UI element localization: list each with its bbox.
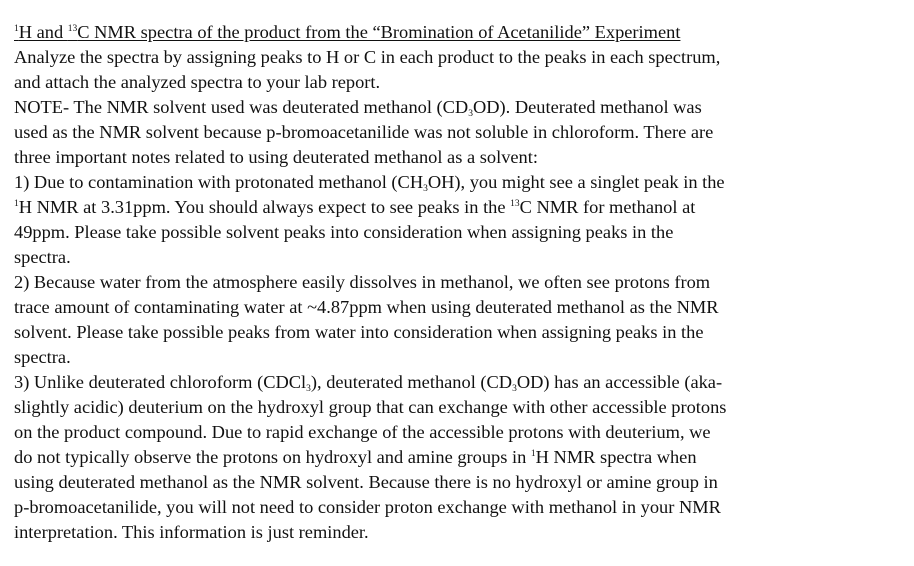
intro-line: Analyze the spectra by assigning peaks to H or C in each product to the peaks in each spectrum, [14,47,721,67]
item3-line: 3) Unlike deuterated chloroform (CDCl$_3$), deuterated methanol $(CD_3OD)$ has an accessible (aka- [14,372,723,394]
subscript: 3 [468,109,473,119]
item3-line: on the product compound. Due to rapid exchange of the accessible protons with deuterium, we [14,422,711,442]
superscript: 1 [14,24,19,34]
document-title: $^1$H and $^{13}$C NMR spectra of the product from the “Bromination of Acetanilide” Experiment [14,22,681,42]
intro-line: and attach the analyzed spectra to your lab report. [14,72,381,92]
item2-line: trace amount of contaminating water at ~4.87ppm when using deuterated methanol as the NMR [14,297,719,317]
item3-line: interpretation. This information is just reminder. [14,522,369,542]
superscript: 13 [67,24,78,34]
subscript: 3 [306,384,311,394]
item1-line: spectra. [14,247,71,267]
subscript: 3 [423,184,428,194]
item3-line: do not typically observe the protons on hydroxyl and amine groups in $^1$H NMR spectra when [14,447,697,467]
note-line: used as the NMR solvent because p-bromoacetanilide was not soluble in chloroform. There are [14,122,714,142]
subscript: 3 [512,384,517,394]
item3-line: slightly acidic) deuterium on the hydroxyl group that can exchange with other accessible protons [14,397,727,417]
note-line: NOTE- The NMR solvent used was deuterated methanol $(CD_3OD)$. Deuterated methanol was [14,97,702,119]
item2-line: spectra. [14,347,71,367]
item2-line: solvent. Please take possible peaks from water into consideration when assigning peaks in the [14,322,704,342]
item1-line: 1) Due to contamination with protonated methanol $(CH_3OH)$, you might see a singlet peak in the [14,172,725,194]
item3-line: using deuterated methanol as the NMR solvent. Because there is no hydroxyl or amine group in [14,472,718,492]
superscript: 1 [530,449,536,459]
superscript: 13 [510,199,520,209]
note-line: three important notes related to using deuterated methanol as a solvent: [14,147,538,167]
item1-line: $^1$H NMR at 3.31ppm. You should always expect to see peaks in the $^{13}$C NMR for methanol at [14,197,696,217]
superscript: 1 [14,199,19,209]
item3-line: p-bromoacetanilide, you will not need to consider proton exchange with methanol in your NMR [14,497,721,517]
item2-line: 2) Because water from the atmosphere easily dissolves in methanol, we often see protons from [14,272,711,292]
item1-line: 49ppm. Please take possible solvent peaks into consideration when assigning peaks in the [14,222,674,242]
